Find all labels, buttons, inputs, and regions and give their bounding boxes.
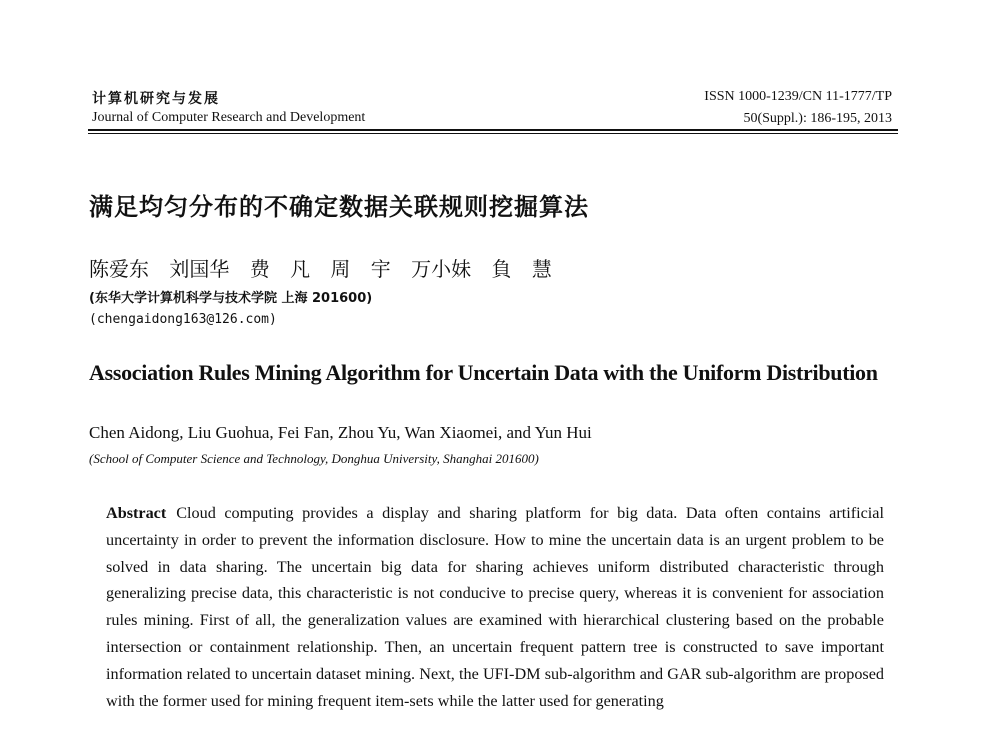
authors-cn: 陈爱东 刘国华 费 凡 周 宇 万小妹 負 慧 <box>89 257 552 281</box>
affiliation-en: (School of Computer Science and Technology, Donghua University, Shanghai 201600) <box>89 451 539 466</box>
authors-en: Chen Aidong, Liu Guohua, Fei Fan, Zhou Yu, Wan Xiaomei, and Yun Hui <box>89 423 592 442</box>
abstract <box>106 500 884 714</box>
abstract-label: Abstract <box>106 504 167 522</box>
abstract-text: Cloud computing provides a display and sharing platform for big data. Data often contains artificial uncertainty in order to prevent the information disclosure. How to mine the uncertain data is an urgent problem to be solved in data sharing. The uncertain big data for sharing achieves uniform distributed characteristic through generalizing precise data, this characteristic is not conducive to precise query, whereas it is convenient for association rules mining. First of all, the generalization values are examined with hierarchical clustering based on the probable intersection or containment relationship. Then, an uncertain frequent pattern tree is constructed to save important information related to uncertain dataset mining. Next, the UFI-DM sub-algorithm and GAR sub-algorithm are proposed with the former used for mining frequent item-sets while the latter used for generating <box>106 504 884 710</box>
paper-title-cn: 满足均匀分布的不确定数据关联规则挖掘算法 <box>89 193 589 221</box>
author-email: (chengaidong163@126.com) <box>89 312 277 327</box>
paper-title-en: Association Rules Mining Algorithm for Uncertain Data with the Uniform Distribution <box>89 360 878 385</box>
header-rule-thin <box>88 133 898 134</box>
journal-title-en: Journal of Computer Research and Development <box>92 110 366 125</box>
journal-volume: 50(Suppl.): 186-195, 2013 <box>743 111 892 126</box>
header-rule-thick <box>88 129 898 131</box>
journal-title-cn: 计算机研究与发展 <box>92 91 220 107</box>
affiliation-cn: (东华大学计算机科学与技术学院 上海 201600) <box>89 291 373 306</box>
journal-issn: ISSN 1000-1239/CN 11-1777/TP <box>704 89 892 104</box>
